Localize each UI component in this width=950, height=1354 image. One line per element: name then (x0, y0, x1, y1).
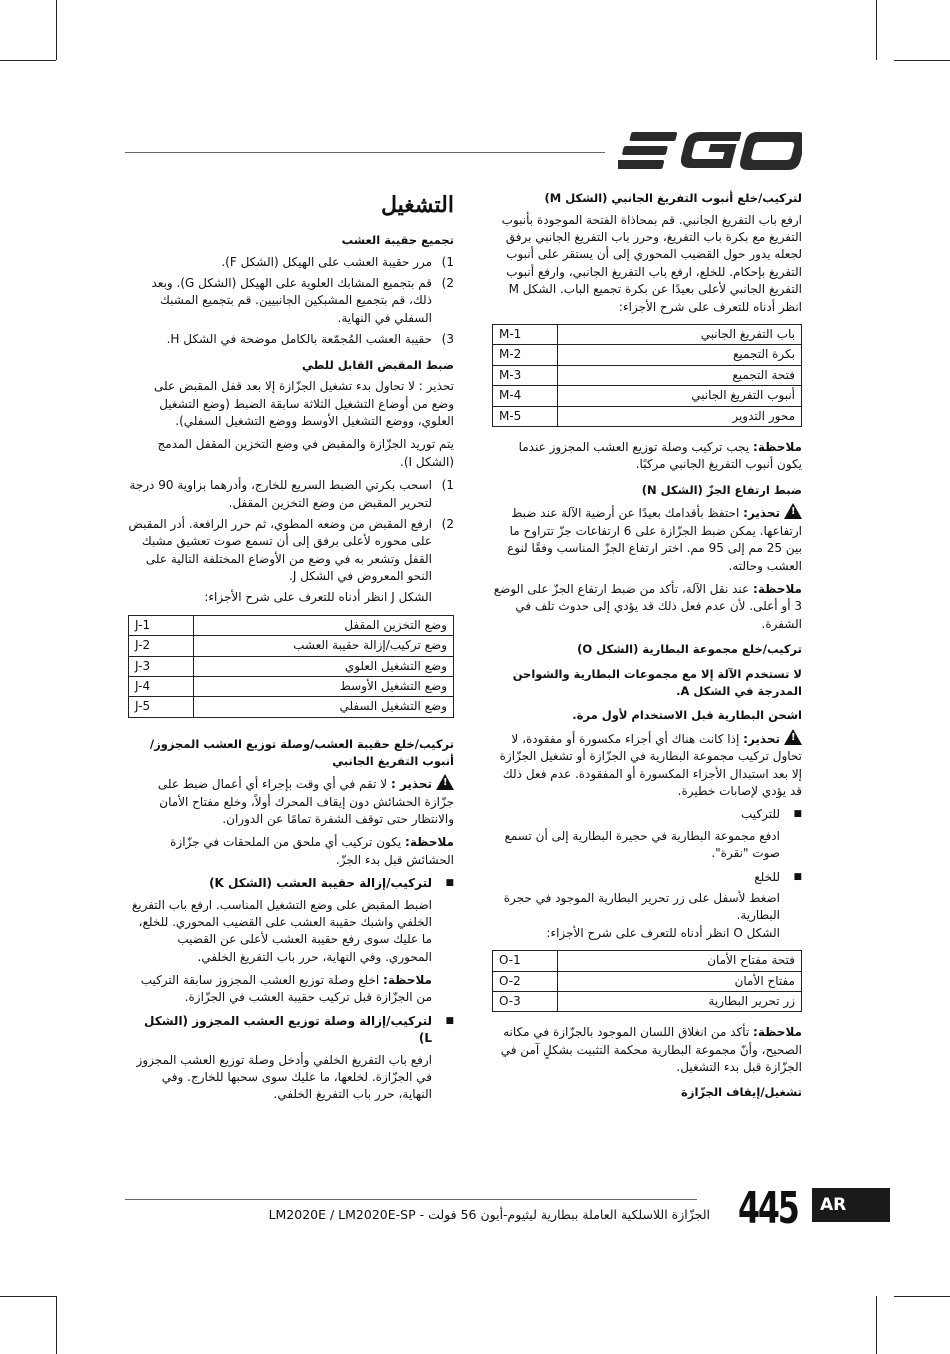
page-number: 445 (738, 1183, 798, 1234)
part-label: محور التدوير (558, 406, 802, 426)
crop-mark (894, 60, 950, 61)
list-item (128, 254, 454, 271)
warning-label: تحذير : (390, 777, 432, 792)
bullet-label: للتركيب (741, 807, 780, 822)
bullet-item (128, 1013, 454, 1048)
part-code: O-2 (493, 971, 558, 991)
warning-icon: ! (784, 503, 802, 519)
warning-label: تحذير: (743, 506, 780, 521)
part-label: وضع تركيب/إزالة حقيبة العشب (194, 636, 454, 656)
table-row (493, 325, 802, 345)
table-row (129, 677, 454, 697)
bullet-item (492, 869, 802, 886)
section-heading: تشغيل/إيقاف الجزّازة (681, 1085, 802, 1100)
note-label: ملاحظة: (753, 1025, 802, 1040)
warning-text: لا تقم في أي وقت بإجراء أي أعمال ضبط على جزّازة الحشائش دون إيقاف المحرك أولاً، وخلع مفتاح الأمان والانتظار حتى توقف الشفرة تمامًا عن الدوران. (157, 777, 454, 826)
part-label: زر تحرير البطارية (558, 991, 802, 1011)
step-text: ارفع المقبض من وضعه المطوي، ثم حرر الرافعة. أدر المقبض على محوره لأعلى برفق إلى أن تسمع صوت تعشيق مشبك القفل وتشعر به في وضع من الأوضاع المختلفة التالية على النحو المعروض في الشكل J. (128, 516, 432, 584)
warning-label: تحذير: (743, 731, 780, 746)
bullet-icon: ■ (445, 878, 454, 889)
crop-mark (0, 1296, 56, 1297)
parts-table-m (492, 324, 802, 427)
header-rule (125, 152, 605, 153)
paragraph: ادفع مجموعة البطارية في حجيرة البطارية إلى أن تسمع صوت "نقرة". (504, 828, 780, 861)
paragraph: يتم توريد الجزّازة والمقبض في وضع التخزين المقفل المدمج (الشكل I). (157, 437, 454, 469)
part-label: فتحة مفتاح الأمان (558, 951, 802, 971)
parts-table-j (128, 615, 454, 718)
part-code: O-3 (493, 991, 558, 1011)
section-heading: لتركيب/خلع أنبوب التفريغ الجانبي (الشكل M) (544, 191, 802, 205)
note-text: اخلع وصلة توزيع العشب المجزوز سابقة التركيب من الجزّازة قبل تركيب حقيبة العشب في الجزّازة. (140, 973, 432, 1005)
section-heading: ضبط المقبض القابل للطي (301, 357, 454, 372)
list-item (128, 275, 454, 327)
part-label: أنبوب التفريغ الجانبي (558, 386, 802, 406)
page-title: التشغيل (381, 192, 454, 218)
bold-statement: لا تستخدم الآلة إلا مع مجموعات البطارية والشواحن المدرجة في الشكل A. (512, 666, 802, 698)
warning (492, 503, 802, 575)
part-label: بكرة التجميع (558, 345, 802, 365)
footer-model-text: الجزّازة اللاسلكية العاملة ببطارية ليثيوم-أيون 56 فولت - LM2020E / LM2020E-SP (268, 1207, 710, 1222)
crop-mark (56, 1296, 57, 1354)
part-code: O-1 (493, 951, 558, 971)
bullet-icon: ■ (793, 871, 802, 882)
note (492, 581, 802, 633)
bullet-heading: لتركيب/إزالة وصلة توزيع العشب المجزوز (الشكل L) (144, 1013, 432, 1046)
part-label: وضع التشغيل العلوي (194, 656, 454, 676)
ego-logo (618, 130, 802, 172)
note-text: تأكد من انغلاق اللسان الموجود بالجزّازة في مكانه الصحيح، وأنّ مجموعة البطارية محكمة التثبيت بشكلٍ آمن في الجزّازة قبل بدء التشغيل. (500, 1025, 802, 1075)
table-row (493, 345, 802, 365)
step-number: 1) (441, 478, 454, 493)
table-row (493, 386, 802, 406)
note (492, 1024, 802, 1076)
warning-text: إذا كانت هناك أي أجزاء مكسورة أو مفقودة، لا تحاول تركيب مجموعة البطارية في الجزّازة أو تشغيل الجزّازة إلا بعد استبدال الأجزاء المكسورة أو المفقودة. عدم فعل ذلك قد يؤدي لإصابات خطيرة. (499, 731, 802, 799)
part-code: M-2 (493, 345, 558, 365)
paragraph: ارفع باب التفريغ الخلفي وأدخل وصلة توزيع العشب المجزوز في الجزّازة. لخلعها، ما عليك سوى سحبها للخارج. وفي النهاية، حرر باب التفريغ الخلفي. (136, 1052, 432, 1102)
bullet-icon: ■ (793, 809, 802, 820)
part-code: J-4 (129, 677, 194, 697)
bullet-icon: ■ (445, 1015, 454, 1026)
crop-mark (0, 60, 56, 61)
list-item (128, 477, 454, 512)
note (128, 972, 432, 1007)
numbered-list (128, 477, 454, 585)
footer-rule (125, 1199, 697, 1200)
section-heading: تجميع حقيبة العشب (341, 232, 454, 247)
note-label: ملاحظة: (405, 835, 454, 850)
part-code: M-4 (493, 386, 558, 406)
note-label: ملاحظة: (383, 973, 432, 988)
table-row (493, 951, 802, 971)
list-item (128, 516, 454, 586)
section-heading: تركيب/خلع حقيبة العشب/وصلة توزيع العشب المجزوز/أنبوب التفريغ الجانبي (149, 736, 454, 768)
step-number: 2) (441, 516, 454, 531)
paragraph: اضبط المقبض على وضع التشغيل المناسب. ارفع باب التفريغ الخلفي واشبك حقيبة العشب على القضيب المحوري. للخلع، ما عليك سوى رفع حقيبة العشب لأعلى عن القضيب المحوري. وفي النهاية، حرر باب التفريغ الخلفي. (131, 897, 432, 964)
warning: تحذير : لا تحاول بدء تشغيل الجزّازة إلا بعد قفل المقبض على وضع من أوضاع التشغيل الثلاثة سابقة الضبط (وضع التشغيل العلوي، ووضع التشغيل الأوسط ووضع التشغيل السفلي). (154, 379, 454, 428)
step-number: 2) (441, 275, 454, 290)
note-text: عند نقل الآلة، تأكد من ضبط ارتفاع الجزّ على الوضع 3 أو أعلى. لأن عدم فعل ذلك قد يؤدي إلى حدوث تلف في الشفرة. (493, 581, 802, 631)
part-code: J-5 (129, 697, 194, 717)
note (492, 439, 802, 474)
part-code: M-5 (493, 406, 558, 426)
parts-table-o (492, 950, 802, 1012)
note-text: يكون تركيب أي ملحق من الملحقات في جزّازة الحشائش قبل بدء الجزّ. (170, 835, 454, 867)
warning-text: احتفظ بأقدامك بعيدًا عن أرضية الآلة عند ضبط ارتفاعها. يمكن ضبط الجزّازة على 6 ارتفاعات جزّ تتراوح ما بين 25 مم إلى 95 مم. اختر ارتفاع الجزّ المناسب وفقًا لنوع العشب وحالته. (507, 506, 802, 573)
table-row (129, 615, 454, 635)
table-row (129, 697, 454, 717)
step-text: حقيبة العشب المُجمّعة بالكامل موضحة في الشكل H. (166, 332, 432, 347)
part-code: J-1 (129, 615, 194, 635)
crop-mark (894, 1296, 950, 1297)
warning-icon: ! (436, 774, 454, 790)
table-row (129, 656, 454, 676)
part-code: J-3 (129, 656, 194, 676)
step-text: مرر حقيبة العشب على الهيكل (الشكل F). (221, 254, 432, 269)
language-badge: AR (812, 1188, 890, 1222)
warning-icon: ! (784, 729, 802, 745)
crop-mark (876, 0, 877, 60)
part-code: J-2 (129, 636, 194, 656)
right-column (492, 190, 802, 1106)
table-row (493, 406, 802, 426)
note (128, 834, 454, 869)
warning (128, 774, 454, 828)
table-row (129, 636, 454, 656)
paragraph: ارفع باب التفريغ الجانبي. قم بمحاذاة الفتحة الموجودة بأنبوب التفريغ مع بكرة باب التفريغ، وحرر باب التفريغ الجانبي برفق لجعله يدور حول القضيب المحوري إلى أن يستقر على أنبوب التفريغ بإحكام. للخلع، ارفع باب التفريغ الجانبي، وارفع أنبوب التفريغ الجانبي لأعلى بعيدًا عن بكرة تجميع الباب. الشكل M انظر أدناه للتعرف على شرح الأجزاء: (501, 212, 802, 314)
step-text: اسحب بكرتي الضبط السريع للخارج، وأدرهما بزاوية 90 درجة لتحرير المقبض من وضع التخزين المقفل. (129, 478, 432, 510)
note-label: ملاحظة: (753, 439, 802, 454)
paragraph: الشكل J انظر أدناه للتعرف على شرح الأجزاء: (204, 590, 432, 605)
crop-mark (876, 1296, 877, 1354)
table-row (493, 365, 802, 385)
section-heading: اشحن البطارية قبل الاستخدام لأول مرة. (572, 708, 802, 723)
part-label: وضع التشغيل السفلي (194, 697, 454, 717)
note-text: يجب تركيب وصلة توزيع العشب المجزوز عندما يكون أنبوب التفريغ الجانبي مركبًا. (518, 439, 802, 472)
section-heading: ضبط ارتفاع الجزّ (الشكل N) (641, 482, 802, 497)
paragraph: الشكل O انظر أدناه للتعرف على شرح الأجزاء: (546, 925, 780, 940)
paragraph: اضغط لأسفل على زر تحرير البطارية الموجود في حجرة البطارية. (503, 890, 780, 923)
bullet-heading: لتركيب/إزالة حقيبة العشب (الشكل K) (209, 876, 432, 891)
warning (492, 729, 802, 801)
part-label: وضع التخزين المقفل (194, 615, 454, 635)
note-label: ملاحظة: (753, 581, 802, 596)
numbered-list (128, 254, 454, 349)
step-number: 3) (441, 332, 454, 347)
list-item (128, 331, 454, 348)
part-code: M-1 (493, 325, 558, 345)
part-code: M-3 (493, 365, 558, 385)
table-row (493, 971, 802, 991)
part-label: فتحة التجميع (558, 365, 802, 385)
bullet-item (128, 875, 454, 892)
step-text: قم بتجميع المشابك العلوية على الهيكل (الشكل G). وبعد ذلك، قم بتجميع المشبكين الجانبيين. قم بتجميع المشبك السفلي في النهاية. (151, 275, 432, 325)
crop-mark (56, 0, 57, 60)
step-number: 1) (441, 254, 454, 269)
part-label: وضع التشغيل الأوسط (194, 677, 454, 697)
bullet-item (492, 806, 802, 823)
part-label: مفتاح الأمان (558, 971, 802, 991)
section-heading: تركيب/خلع مجموعة البطارية (الشكل O) (577, 642, 802, 657)
bullet-label: للخلع (754, 869, 780, 884)
part-label: باب التفريغ الجانبي (558, 325, 802, 345)
left-column (128, 190, 454, 1110)
table-row (493, 991, 802, 1011)
